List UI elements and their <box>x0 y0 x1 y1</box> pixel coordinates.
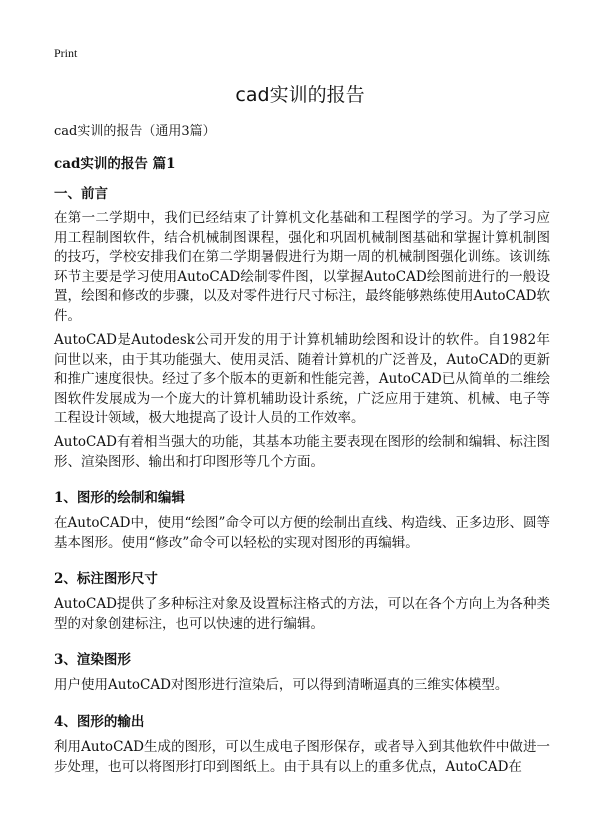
section-heading-foreword: 一、前言 <box>54 186 108 202</box>
section-heading-output: 4、图形的输出 <box>54 714 145 730</box>
document-title: cad实训的报告 <box>235 84 365 106</box>
document-subtitle: cad实训的报告（通用3篇） <box>54 124 216 139</box>
paragraph-output: 利用AutoCAD生成的图形，可以生成电子图形保存，或者导入到其他软件中做进一步处理，也可以将图形打印到图纸上。由于具有以上的重多优点，AutoCAD在 <box>54 739 550 775</box>
section-heading-dimension: 2、标注图形尺寸 <box>54 571 158 587</box>
paragraph-dimension: AutoCAD提供了多种标注对象及设置标注格式的方法，可以在各个方向上为各种类型的对象创建标注，也可以快速的进行编辑。 <box>54 596 550 632</box>
print-label: Print <box>54 46 78 60</box>
paragraph-intro: 在第一二学期中，我们已经结束了计算机文化基础和工程图学的学习。为了学习应用工程制图软件，结合机械制图课程，强化和巩固机械制图基础和掌握计算机制图的技巧，学校安排我们在第二学期暑假进行为期一周的机械制图强化训练。该训练环节主要是学习使用AutoCAD绘制零件图，以掌握AutoCAD绘图前进行的一般设置，绘图和修改的步骤，以及对零件进行尺寸标注，最终能够熟练使用AutoCAD软件。 <box>54 210 550 324</box>
paragraph-autocad-functions: AutoCAD有着相当强大的功能，其基本功能主要表现在图形的绘制和编辑、标注图形、渲染图形、输出和打印图形等几个方面。 <box>54 434 550 470</box>
paragraph-drawing: 在AutoCAD中，使用“绘图”命令可以方便的绘制出直线、构造线、正多边形、圆等基本图形。使用“修改”命令可以轻松的实现对图形的再编辑。 <box>54 515 550 551</box>
paragraph-render: 用户使用AutoCAD对图形进行渲染后，可以得到清晰逼真的三维实体模型。 <box>54 677 509 693</box>
section-heading-drawing: 1、图形的绘制和编辑 <box>54 490 185 506</box>
article-heading: cad实训的报告 篇1 <box>54 156 176 172</box>
section-heading-render: 3、渲染图形 <box>54 652 131 668</box>
paragraph-autocad-overview: AutoCAD是Autodesk公司开发的用于计算机辅助绘图和设计的软件。自1982年问世以来，由于其功能强大、使用灵活、随着计算机的广泛普及，AutoCAD的更新和推广速度很快。经过了多个版本的更新和性能完善，AutoCAD已从简单的二维绘图软件发展成为一个庞大的计算机辅助设计系统，广泛应用于建筑、机械、电子等工程设计领域，极大地提高了设计人员的工作效率。 <box>54 332 550 426</box>
